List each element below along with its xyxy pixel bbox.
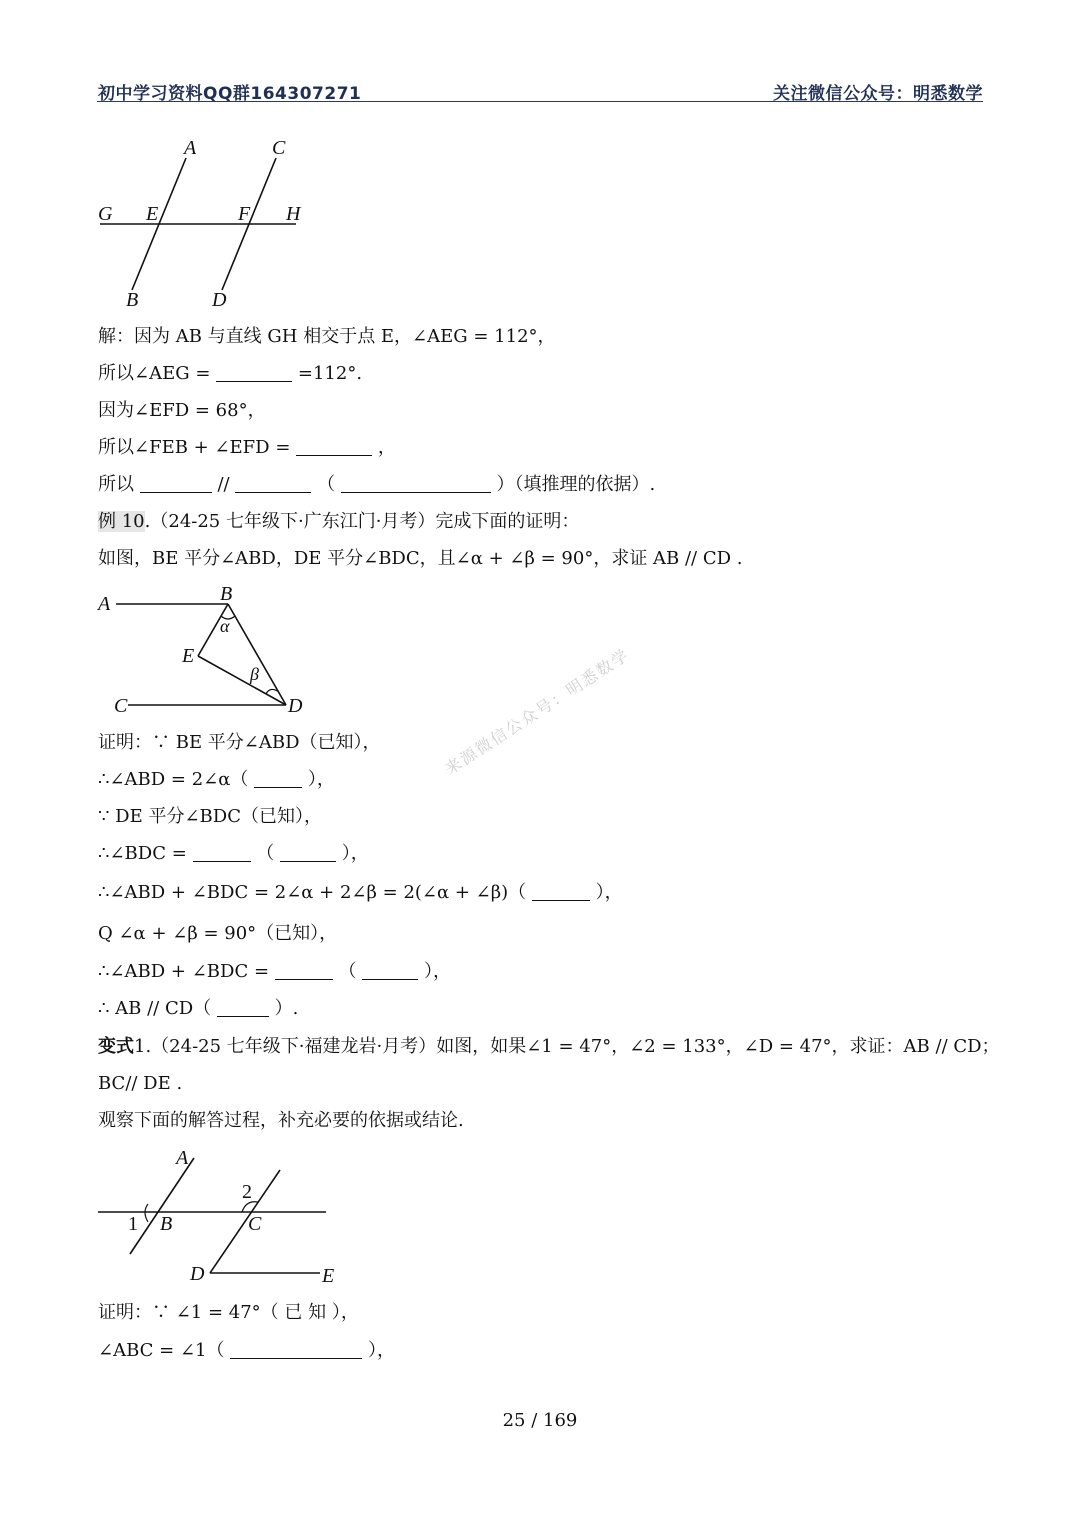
label-b: B — [126, 289, 139, 311]
label-e: E — [182, 645, 195, 667]
solution1-line4-pre: 所以∠FEB + ∠EFD = — [98, 437, 291, 458]
proof10-line2-post: ）， — [307, 769, 335, 790]
proof10-line3: ∵ DE 平分∠BDC（已知）， — [98, 806, 322, 827]
label-h: H — [286, 203, 301, 225]
label-f: F — [238, 203, 251, 225]
label-a: A — [98, 593, 111, 615]
proof10-line5-pre: ∴∠ABD + ∠BDC = 2∠α + 2∠β = 2(∠α + ∠β)（ — [98, 882, 527, 903]
solution1-line5-pre: 所以 — [98, 474, 134, 495]
reason-blank[interactable] — [230, 1340, 362, 1359]
proof10-line6: Q ∠α + ∠β = 90°（已知）， — [98, 923, 338, 944]
example10-label: 例 10 — [98, 511, 145, 532]
label-d: D — [212, 289, 227, 311]
proof10-line2-pre: ∴∠ABD = 2∠α（ — [98, 769, 249, 790]
label-e: E — [322, 1265, 335, 1287]
solution1-line1: 解：因为 AB 与直线 GH 相交于点 E，∠AEG = 112°， — [98, 326, 556, 347]
label-alpha: α — [220, 616, 230, 636]
proof10-line7-post: ）， — [423, 961, 451, 982]
reason-blank[interactable] — [532, 882, 590, 901]
proof10-line5-post: ）， — [595, 882, 623, 903]
figure-transversals — [0, 0, 400, 1300]
label-e: E — [146, 203, 159, 225]
label-b: B — [220, 583, 233, 605]
label-c: C — [248, 1213, 262, 1235]
label-b: B — [160, 1213, 173, 1235]
page-number: 25 / 169 — [502, 1410, 578, 1431]
label-a: A — [184, 137, 197, 159]
watermark: 来源微信公众号：明悉数学 — [441, 644, 634, 779]
proof10-line1: 证明：∵ BE 平分∠ABD（已知）， — [98, 732, 381, 753]
solution1-line5-paren: （ — [317, 474, 336, 495]
example10-source: .（24-25 七年级下·广东江门·月考）完成下面的证明： — [144, 511, 580, 532]
label-c: C — [114, 695, 128, 717]
example10-statement: 如图，BE 平分∠ABD，DE 平分∠BDC，且∠α + ∠β = 90°，求证 AB // CD . — [98, 548, 743, 569]
header-right: 关注微信公众号：明悉数学 — [773, 84, 983, 104]
arc-angle-1 — [145, 1204, 148, 1222]
proofV-line2-pre: ∠ABC = ∠1（ — [98, 1340, 225, 1361]
label-c: C — [272, 137, 286, 159]
variant1-label: 变式 — [98, 1036, 134, 1057]
label-g: G — [98, 203, 113, 225]
proof10-line8-pre: ∴ AB // CD（ — [98, 998, 212, 1019]
label-d: D — [190, 1263, 205, 1285]
solution1-line2-pre: 所以∠AEG = — [98, 363, 211, 384]
proof10-line4-post: ）， — [341, 843, 369, 864]
proofV-line2-post: ）， — [367, 1340, 395, 1361]
proofV-line1: 证明：∵ ∠1 = 47°（ 已 知 ）， — [98, 1302, 359, 1323]
proof10-line4-mid: （ — [256, 843, 275, 864]
proof10-line7-pre: ∴∠ABD + ∠BDC = — [98, 961, 270, 982]
solution1-line2-post: =112°. — [297, 363, 363, 384]
label-a: A — [176, 1147, 189, 1169]
variant1-source: 1.（24-25 七年级下·福建龙岩·月考）如图，如果∠1 = 47°，∠2 = 133°，∠D = 47°，求证：AB // CD； — [134, 1036, 1000, 1057]
solution1-line4-post: ， — [377, 437, 396, 458]
line-ab — [130, 1158, 194, 1254]
label-2: 2 — [242, 1181, 252, 1203]
variant1-instruction: 观察下面的解答过程，补充必要的依据或结论. — [98, 1110, 464, 1131]
proof10-line4-pre: ∴∠BDC = — [98, 843, 187, 864]
solution1-line3: 因为∠EFD = 68°， — [98, 400, 266, 421]
label-beta: β — [250, 664, 259, 684]
label-d: D — [288, 695, 303, 717]
proof10-line7-mid: （ — [338, 961, 357, 982]
header-left: 初中学习资料QQ群164307271 — [98, 84, 362, 104]
variant1-source-cont: BC// DE . — [98, 1073, 183, 1094]
proofV-line2 — [98, 1339, 395, 1363]
solution1-line5-post: ）（填推理的依据）. — [496, 474, 656, 495]
solution1-line5-mid: // — [217, 474, 230, 495]
proof10-line8-post: ）. — [274, 998, 299, 1019]
label-1: 1 — [128, 1213, 138, 1235]
